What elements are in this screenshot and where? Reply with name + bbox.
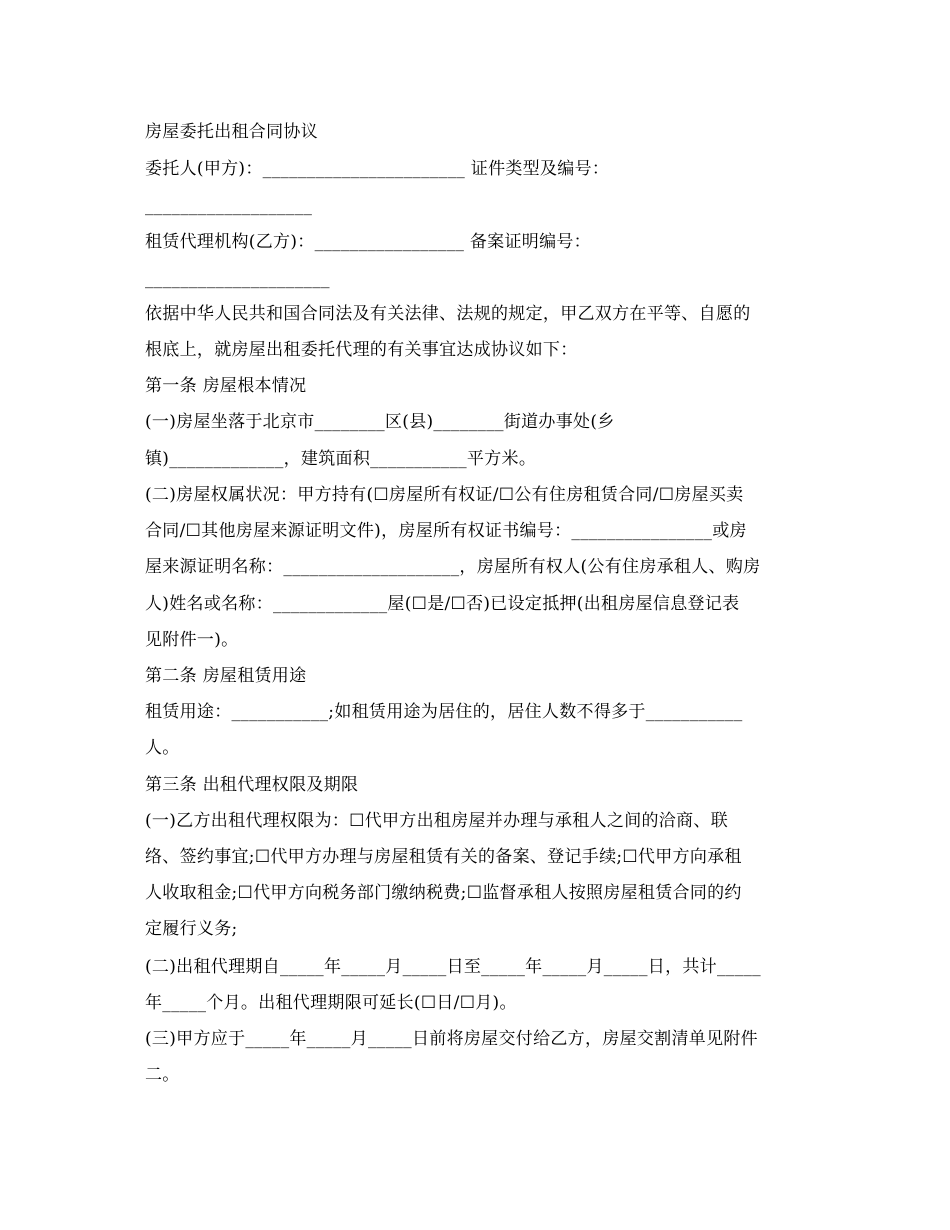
document-title: 房屋委托出租合同协议 xyxy=(145,122,318,142)
article-1-clause-1-line-2: 镇)_____________，建筑面积___________平方米。 xyxy=(145,449,537,469)
article-1-clause-2-line-3: 屋来源证明名称：____________________，房屋所有权人(公有住房承租人、购房 xyxy=(145,557,761,577)
article-3-clause-1-line-3: 人收取租金;☐代甲方向税务部门缴纳税费;☐监督承租人按照房屋租赁合同的约 xyxy=(145,883,742,903)
article-3-heading: 第三条 出租代理权限及期限 xyxy=(145,775,359,795)
article-3-clause-3-line-1: (三)甲方应于_____年_____月_____日前将房屋交付给乙方，房屋交割清单见附件 xyxy=(145,1029,758,1049)
agency-line: 租赁代理机构(乙方)：_________________ 备案证明编号： xyxy=(145,232,591,252)
article-1-clause-2-line-4: 人)姓名或名称：_____________屋(☐是/☐否)已设定抵押(出租房屋信息登记表 xyxy=(145,594,740,614)
article-1-clause-2-line-1: (二)房屋权属状况：甲方持有(☐房屋所有权证/☐公有住房租赁合同/☐房屋买卖 xyxy=(145,485,744,505)
preamble-line-1: 依据中华人民共和国合同法及有关法律、法规的规定，甲乙双方在平等、自愿的 xyxy=(145,304,751,324)
id-number-blank-line: ___________________ xyxy=(145,196,313,216)
article-2-line-2: 人。 xyxy=(145,738,180,758)
preamble-line-2: 根底上，就房屋出租委托代理的有关事宜达成协议如下： xyxy=(145,340,578,360)
article-3-clause-1-line-1: (一)乙方出租代理权限为：☐代甲方出租房屋并办理与承租人之间的洽商、联 xyxy=(145,811,729,831)
article-3-clause-1-line-4: 定履行义务; xyxy=(145,919,238,939)
filing-number-blank-line: _____________________ xyxy=(145,269,330,289)
article-3-clause-2-line-2: 年_____个月。出租代理期限可延长(☐日/☐月)。 xyxy=(145,993,517,1013)
article-3-clause-3-line-2: 二。 xyxy=(145,1065,180,1085)
article-1-clause-2-line-5: 见附件一)。 xyxy=(145,630,239,650)
article-1-clause-1-line-1: (一)房屋坐落于北京市________区(县)________街道办事处(乡 xyxy=(145,412,615,432)
article-3-clause-2-line-1: (二)出租代理期自_____年_____月_____日至_____年_____月_____日，共计_____ xyxy=(145,957,761,977)
principal-line: 委托人(甲方)：_______________________ 证件类型及编号： xyxy=(145,159,610,179)
article-1-heading: 第一条 房屋根本情况 xyxy=(145,376,307,396)
article-1-clause-2-line-2: 合同/☐其他房屋来源证明文件)，房屋所有权证书编号：________________或房 xyxy=(145,521,747,541)
article-3-clause-1-line-2: 络、签约事宜;☐代甲方办理与房屋租赁有关的备案、登记手续;☐代甲方向承租 xyxy=(145,847,742,867)
article-2-heading: 第二条 房屋租赁用途 xyxy=(145,666,307,686)
article-2-line-1: 租赁用途：___________;如租赁用途为居住的，居住人数不得多于___________ xyxy=(145,702,743,722)
